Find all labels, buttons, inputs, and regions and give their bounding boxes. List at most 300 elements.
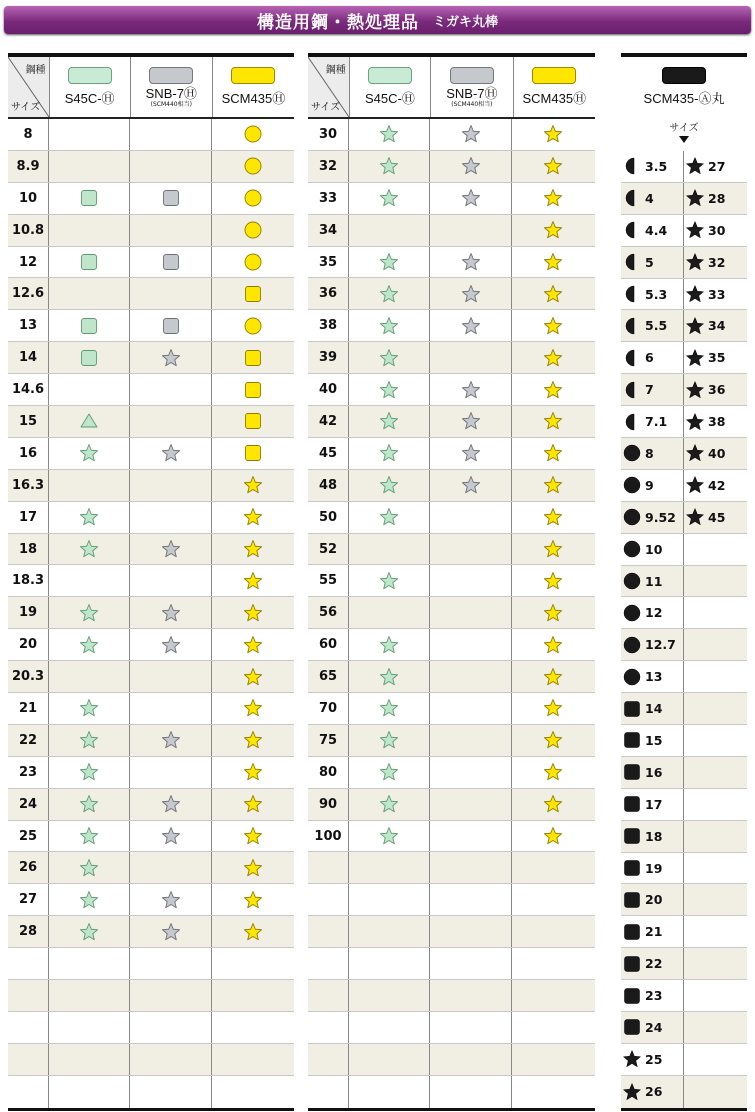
glyph-slot [621,1049,643,1069]
star-mark [161,443,181,463]
table-row [621,725,747,757]
availability-cell [512,661,594,692]
size-cell [308,247,349,278]
availability-cell [49,278,130,309]
size-cell [8,789,49,820]
glyph-slot [621,571,643,591]
star-mark [379,571,399,591]
column-header [514,57,595,117]
size-cell [308,725,349,756]
size-value: 12 [645,605,663,621]
size-value: 30 [318,126,338,142]
square-mark [79,348,99,368]
size-cell [8,1076,49,1108]
size-cell [308,1044,349,1075]
availability-cell [349,374,430,405]
availability-cell [430,215,512,246]
availability-cell [512,342,594,373]
availability-cell [349,884,430,915]
half-mark [622,316,642,336]
availability-cell [212,374,294,405]
star-mark [79,762,99,782]
size-value: 55 [318,573,338,589]
size-value: 20.3 [11,669,45,685]
size-cell [683,247,745,278]
glyph-slot [621,443,643,463]
glyph-slot [684,252,706,272]
availability-cell [512,502,594,533]
star-mark [161,348,181,368]
table-row [308,661,595,693]
size-value: 30 [708,222,726,238]
size-label: サイズ [669,123,699,134]
availability-cell [212,278,294,309]
size-value: 11 [645,573,663,589]
size-cell [308,151,349,182]
size-cell [8,534,49,565]
size-cell [308,502,349,533]
size-value: 14.6 [11,382,45,398]
availability-cell [49,247,130,278]
table-row [308,757,595,789]
table-row [621,948,747,980]
size-cell [8,438,49,469]
availability-cell [130,310,212,341]
star-mark [622,1082,642,1102]
availability-cell [49,789,130,820]
circle-mark [243,316,263,336]
square-mark [622,730,642,750]
square-mark [622,699,642,719]
size-value: 36 [708,382,726,398]
star-mark [379,475,399,495]
column-header [431,57,513,117]
table-row [8,151,294,183]
availability-cell [49,565,130,596]
table-row [8,215,294,247]
size-value: 26 [645,1084,663,1100]
star-mark [79,858,99,878]
table-row [8,278,294,310]
availability-cell [512,310,594,341]
availability-cell [49,342,130,373]
size-cell [308,565,349,596]
star-mark [379,730,399,750]
star-mark [161,730,181,750]
star-mark [685,156,705,176]
availability-cell [430,629,512,660]
availability-cell [349,342,430,373]
size-value: 39 [318,350,338,366]
availability-cell [349,119,430,150]
table-row [308,725,595,757]
size-value: 22 [645,956,663,972]
star-mark [379,316,399,336]
size-value: 22 [18,732,38,748]
availability-cell [49,693,130,724]
size-value: 23 [18,764,38,780]
availability-cell [512,534,594,565]
table-row [308,374,595,406]
availability-cell [212,1012,294,1043]
availability-cell [512,852,594,883]
square-mark [622,826,642,846]
glyph-slot [684,507,706,527]
circle-mark [622,571,642,591]
size-cell [308,438,349,469]
size-value: 10.8 [11,222,45,238]
size-cell [683,502,745,533]
size-value: 8.9 [16,158,40,174]
size-cell [8,470,49,501]
star-mark [379,411,399,431]
square-mark [622,762,642,782]
size-cell [683,948,745,979]
column-label: SCM435-Ⓐ丸 [643,91,725,106]
star-mark [79,890,99,910]
color-swatch [662,67,706,84]
size-cell [621,470,683,501]
star-mark [461,188,481,208]
availability-cell [130,502,212,533]
size-value: 50 [318,509,338,525]
square-mark [243,380,263,400]
size-value: 10 [18,190,38,206]
availability-cell [212,1044,294,1075]
glyph-slot [621,220,643,240]
availability-cell [512,374,594,405]
column-note: (SCM440相当) [451,101,493,108]
availability-cell [49,1044,130,1075]
availability-cell [130,1044,212,1075]
table-row [308,278,595,310]
table-row [308,1076,595,1108]
star-mark [379,124,399,144]
availability-cell [49,534,130,565]
availability-cell [430,757,512,788]
title-banner [4,6,751,34]
availability-cell [430,1044,512,1075]
half-mark [622,220,642,240]
table-row [308,470,595,502]
star-mark [243,635,263,655]
availability-cell [430,916,512,947]
availability-cell [512,119,594,150]
size-value: 42 [318,413,338,429]
size-cell [308,629,349,660]
corner-label-size: サイズ [11,102,41,113]
page-title: 構造用鋼・熱処理品 [256,12,419,33]
header-corner [308,57,350,117]
star-mark [379,380,399,400]
size-value: 65 [318,669,338,685]
table-row [621,215,747,247]
corner-label-size: サイズ [311,102,341,113]
availability-cell [212,1076,294,1108]
availability-cell [212,948,294,979]
table-row [8,629,294,661]
glyph-slot [621,954,643,974]
size-cell [621,853,683,884]
availability-cell [512,757,594,788]
table-row [8,1012,294,1044]
star-mark [685,252,705,272]
availability-cell [49,948,130,979]
availability-cell [349,629,430,660]
square-mark [622,1017,642,1037]
size-value: 56 [318,605,338,621]
size-value: 14 [18,350,38,366]
star-mark [685,284,705,304]
availability-cell [512,948,594,979]
size-cell [683,789,745,820]
star-mark [79,826,99,846]
star-mark [243,826,263,846]
size-value: 19 [645,860,663,876]
star-mark [79,635,99,655]
table-row [8,1076,294,1108]
availability-cell [130,693,212,724]
availability-cell [130,215,212,246]
size-value: 4.4 [645,222,668,238]
column-header [350,57,431,117]
size-cell [683,406,745,437]
size-cell [621,151,683,182]
glyph-slot [684,284,706,304]
square-mark [622,986,642,1006]
availability-cell [130,470,212,501]
size-value: 32 [708,254,726,270]
size-value: 23 [645,988,663,1004]
availability-cell [430,534,512,565]
size-value: 7.1 [645,414,668,430]
star-mark [79,603,99,623]
availability-cell [430,374,512,405]
availability-cell [349,247,430,278]
star-mark [685,380,705,400]
availability-cell [49,1012,130,1043]
glyph-slot [684,380,706,400]
star-mark [622,1049,642,1069]
size-cell [8,884,49,915]
table-row [308,247,595,279]
table-row [621,151,747,183]
glyph-slot [621,730,643,750]
availability-cell [349,852,430,883]
table-row [308,534,595,566]
size-cell [308,821,349,852]
star-mark [379,443,399,463]
square-mark [622,858,642,878]
availability-cell [349,1012,430,1043]
star-mark [461,124,481,144]
size-cell [683,884,745,915]
glyph-slot [621,699,643,719]
size-value: 24 [18,796,38,812]
availability-cell [130,278,212,309]
glyph-slot [621,412,643,432]
size-cell [683,183,745,214]
table-row [8,852,294,884]
size-cell [8,725,49,756]
availability-cell [212,310,294,341]
column-label: SCM435Ⓗ [221,91,286,106]
table-row [621,789,747,821]
table-row [621,438,747,470]
star-mark [543,635,563,655]
size-value: 10 [645,541,663,557]
size-value: 9.52 [645,509,676,525]
table-row [8,693,294,725]
table-row [621,310,747,342]
availability-cell [512,215,594,246]
glyph-slot [621,762,643,782]
corner-label-grade: 鋼種 [25,65,46,76]
square-mark [622,954,642,974]
availability-cell [349,534,430,565]
star-mark [243,507,263,527]
availability-cell [349,565,430,596]
size-cell [308,980,349,1011]
star-mark [461,316,481,336]
size-cell [621,183,683,214]
size-value: 26 [18,860,38,876]
column-header [213,57,294,117]
availability-cell [430,597,512,628]
circle-mark [243,252,263,272]
size-cell [621,1012,683,1043]
size-value: 34 [318,222,338,238]
table-row [308,1012,595,1044]
size-cell [308,1076,349,1108]
size-cell [621,438,683,469]
table-row [8,342,294,374]
size-cell [621,502,683,533]
column-label: S45C-Ⓗ [365,91,415,106]
availability-cell [349,278,430,309]
size-cell [308,789,349,820]
size-cell [621,948,683,979]
size-value: 18 [645,828,663,844]
availability-cell [430,438,512,469]
star-mark [79,539,99,559]
star-mark [543,220,563,240]
table-row [8,119,294,151]
star-mark [543,124,563,144]
color-swatch [231,67,275,84]
square-mark [622,890,642,910]
availability-cell [349,151,430,182]
availability-cell [212,597,294,628]
table-row [8,884,294,916]
availability-cell [349,1044,430,1075]
size-cell [308,534,349,565]
square-mark [79,316,99,336]
size-value: 3.5 [645,158,668,174]
circle-mark [622,667,642,687]
glyph-slot [684,316,706,336]
size-cell [621,821,683,852]
star-mark [543,698,563,718]
table-row [308,629,595,661]
size-value: 80 [318,764,338,780]
size-value: 24 [645,1019,663,1035]
size-table-left [8,53,294,1111]
availability-cell [130,821,212,852]
star-mark [379,252,399,272]
circle-mark [243,124,263,144]
half-mark [622,412,642,432]
glyph-slot [621,667,643,687]
size-cell [8,183,49,214]
size-cell [308,119,349,150]
size-cell [8,278,49,309]
availability-cell [430,725,512,756]
size-cell [621,279,683,310]
glyph-slot [621,890,643,910]
availability-cell [512,151,594,182]
availability-cell [212,821,294,852]
availability-cell [349,916,430,947]
table-row [621,661,747,693]
circle-mark [622,635,642,655]
glyph-slot [684,220,706,240]
size-value: 42 [708,477,726,493]
availability-cell [430,406,512,437]
size-cell [621,534,683,565]
size-cell [308,693,349,724]
star-mark [543,188,563,208]
table-row [308,119,595,151]
star-mark [543,475,563,495]
size-value: 45 [708,509,726,525]
availability-cell [212,661,294,692]
table-row [308,597,595,629]
size-cell [683,151,745,182]
availability-cell [430,183,512,214]
size-table-scm435a [621,53,747,1111]
size-value: 16.3 [11,477,45,493]
size-value: 25 [18,828,38,844]
availability-cell [349,597,430,628]
availability-cell [430,821,512,852]
availability-cell [212,119,294,150]
table-row [8,661,294,693]
star-mark [685,443,705,463]
size-cell [621,980,683,1011]
star-mark [79,698,99,718]
star-mark [379,188,399,208]
availability-cell [512,565,594,596]
availability-cell [512,916,594,947]
star-mark [543,316,563,336]
availability-cell [349,821,430,852]
star-mark [161,826,181,846]
size-value: 27 [708,158,726,174]
color-swatch [149,67,193,84]
availability-cell [212,438,294,469]
column-label: SNB-7Ⓗ [145,86,197,101]
star-mark [543,762,563,782]
size-cell [683,661,745,692]
size-value: 12.7 [645,637,676,653]
table-row [621,470,747,502]
table-row [308,502,595,534]
table-header [621,57,747,117]
availability-cell [130,151,212,182]
size-cell [8,629,49,660]
availability-cell [49,151,130,182]
